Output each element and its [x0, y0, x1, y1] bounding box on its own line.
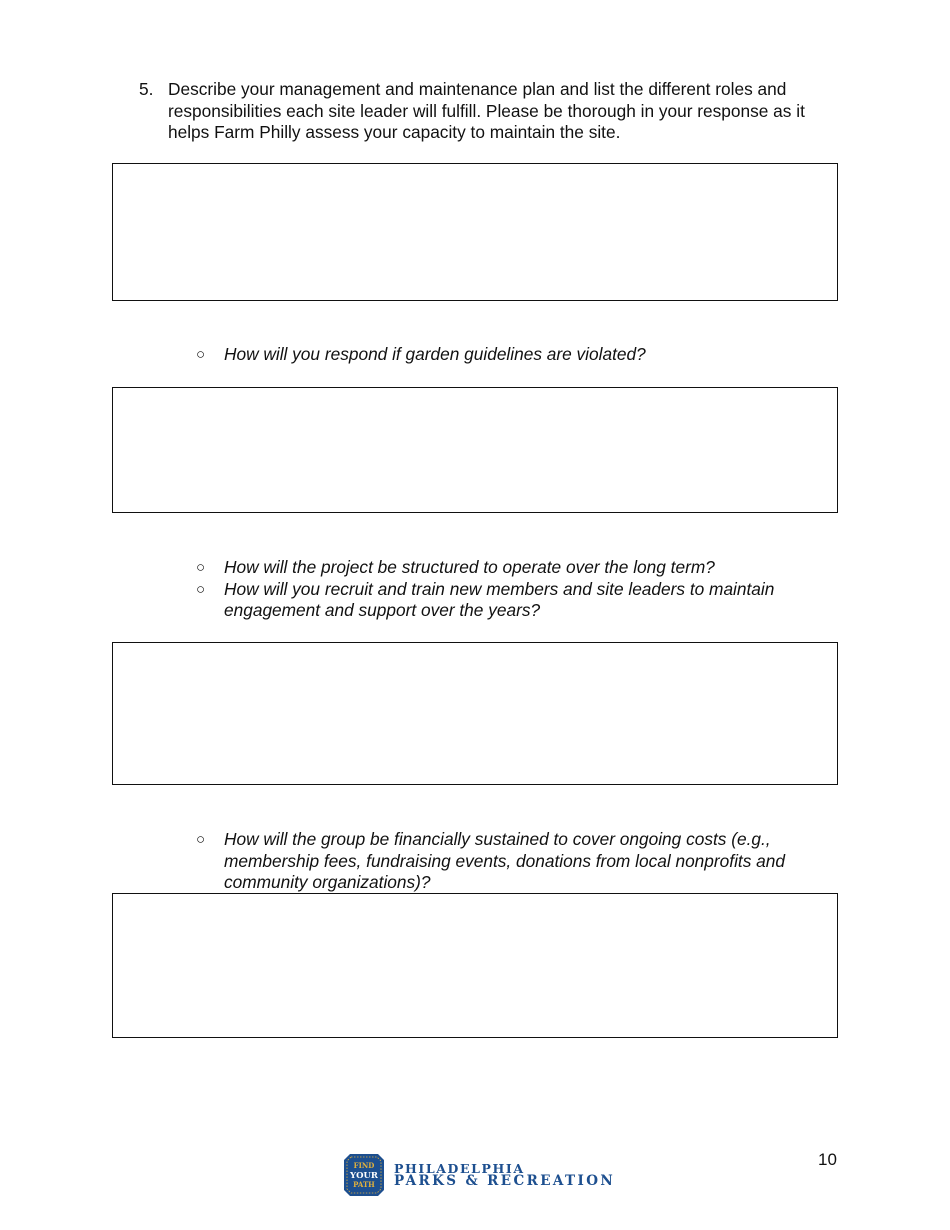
- bullet-text: How will you respond if garden guidelines are violated?: [224, 344, 646, 364]
- bullet-text: How will the group be financially sustained to cover ongoing costs (e.g., membership fees, fundraising events, donations from local nonprofits and community organizations)?: [224, 829, 785, 892]
- badge-text-find: FIND: [353, 1161, 375, 1170]
- brand-wordmark: [394, 1162, 615, 1188]
- bullet-text: How will you recruit and train new members and site leaders to maintain engagement and support over the years?: [224, 578, 775, 620]
- question-number: 5.: [139, 79, 154, 99]
- bullet-text: How will the project be structured to operate over the long term?: [224, 557, 715, 577]
- bullet-circle-icon: ○: [196, 346, 206, 363]
- parks-recreation-logo: [342, 1152, 615, 1198]
- answer-box-management-plan[interactable]: [112, 163, 838, 301]
- answer-box-financial[interactable]: [112, 893, 838, 1038]
- answer-box-long-term[interactable]: [112, 642, 838, 785]
- brand-line-2: PARKS & RECREATION: [394, 1173, 616, 1189]
- bullet-circle-icon: ○: [196, 559, 206, 576]
- list-item: [196, 344, 836, 366]
- bullet-list-financial: [196, 829, 836, 894]
- bullet-list-long-term: [196, 557, 836, 622]
- list-item: [196, 557, 836, 579]
- list-item: [196, 579, 836, 622]
- brand-line-1: PHILADELPHIA: [394, 1161, 525, 1176]
- question-text: Describe your management and maintenance plan and list the different roles and responsibilities each site leader will fulfill. Please be thorough in your response as it helps Farm Philly assess your capacity to maintain the site.: [168, 79, 805, 142]
- bullet-circle-icon: ○: [196, 580, 206, 598]
- bullet-list-guidelines: [196, 344, 836, 366]
- list-item: [196, 829, 836, 894]
- page-number: 10: [818, 1150, 837, 1169]
- question-5: [139, 79, 849, 144]
- answer-box-guidelines[interactable]: [112, 387, 838, 513]
- bullet-circle-icon: ○: [196, 831, 206, 848]
- badge-text-path: PATH: [353, 1180, 375, 1189]
- badge-text-your: YOUR: [350, 1171, 378, 1181]
- find-your-path-badge-icon: [342, 1152, 386, 1198]
